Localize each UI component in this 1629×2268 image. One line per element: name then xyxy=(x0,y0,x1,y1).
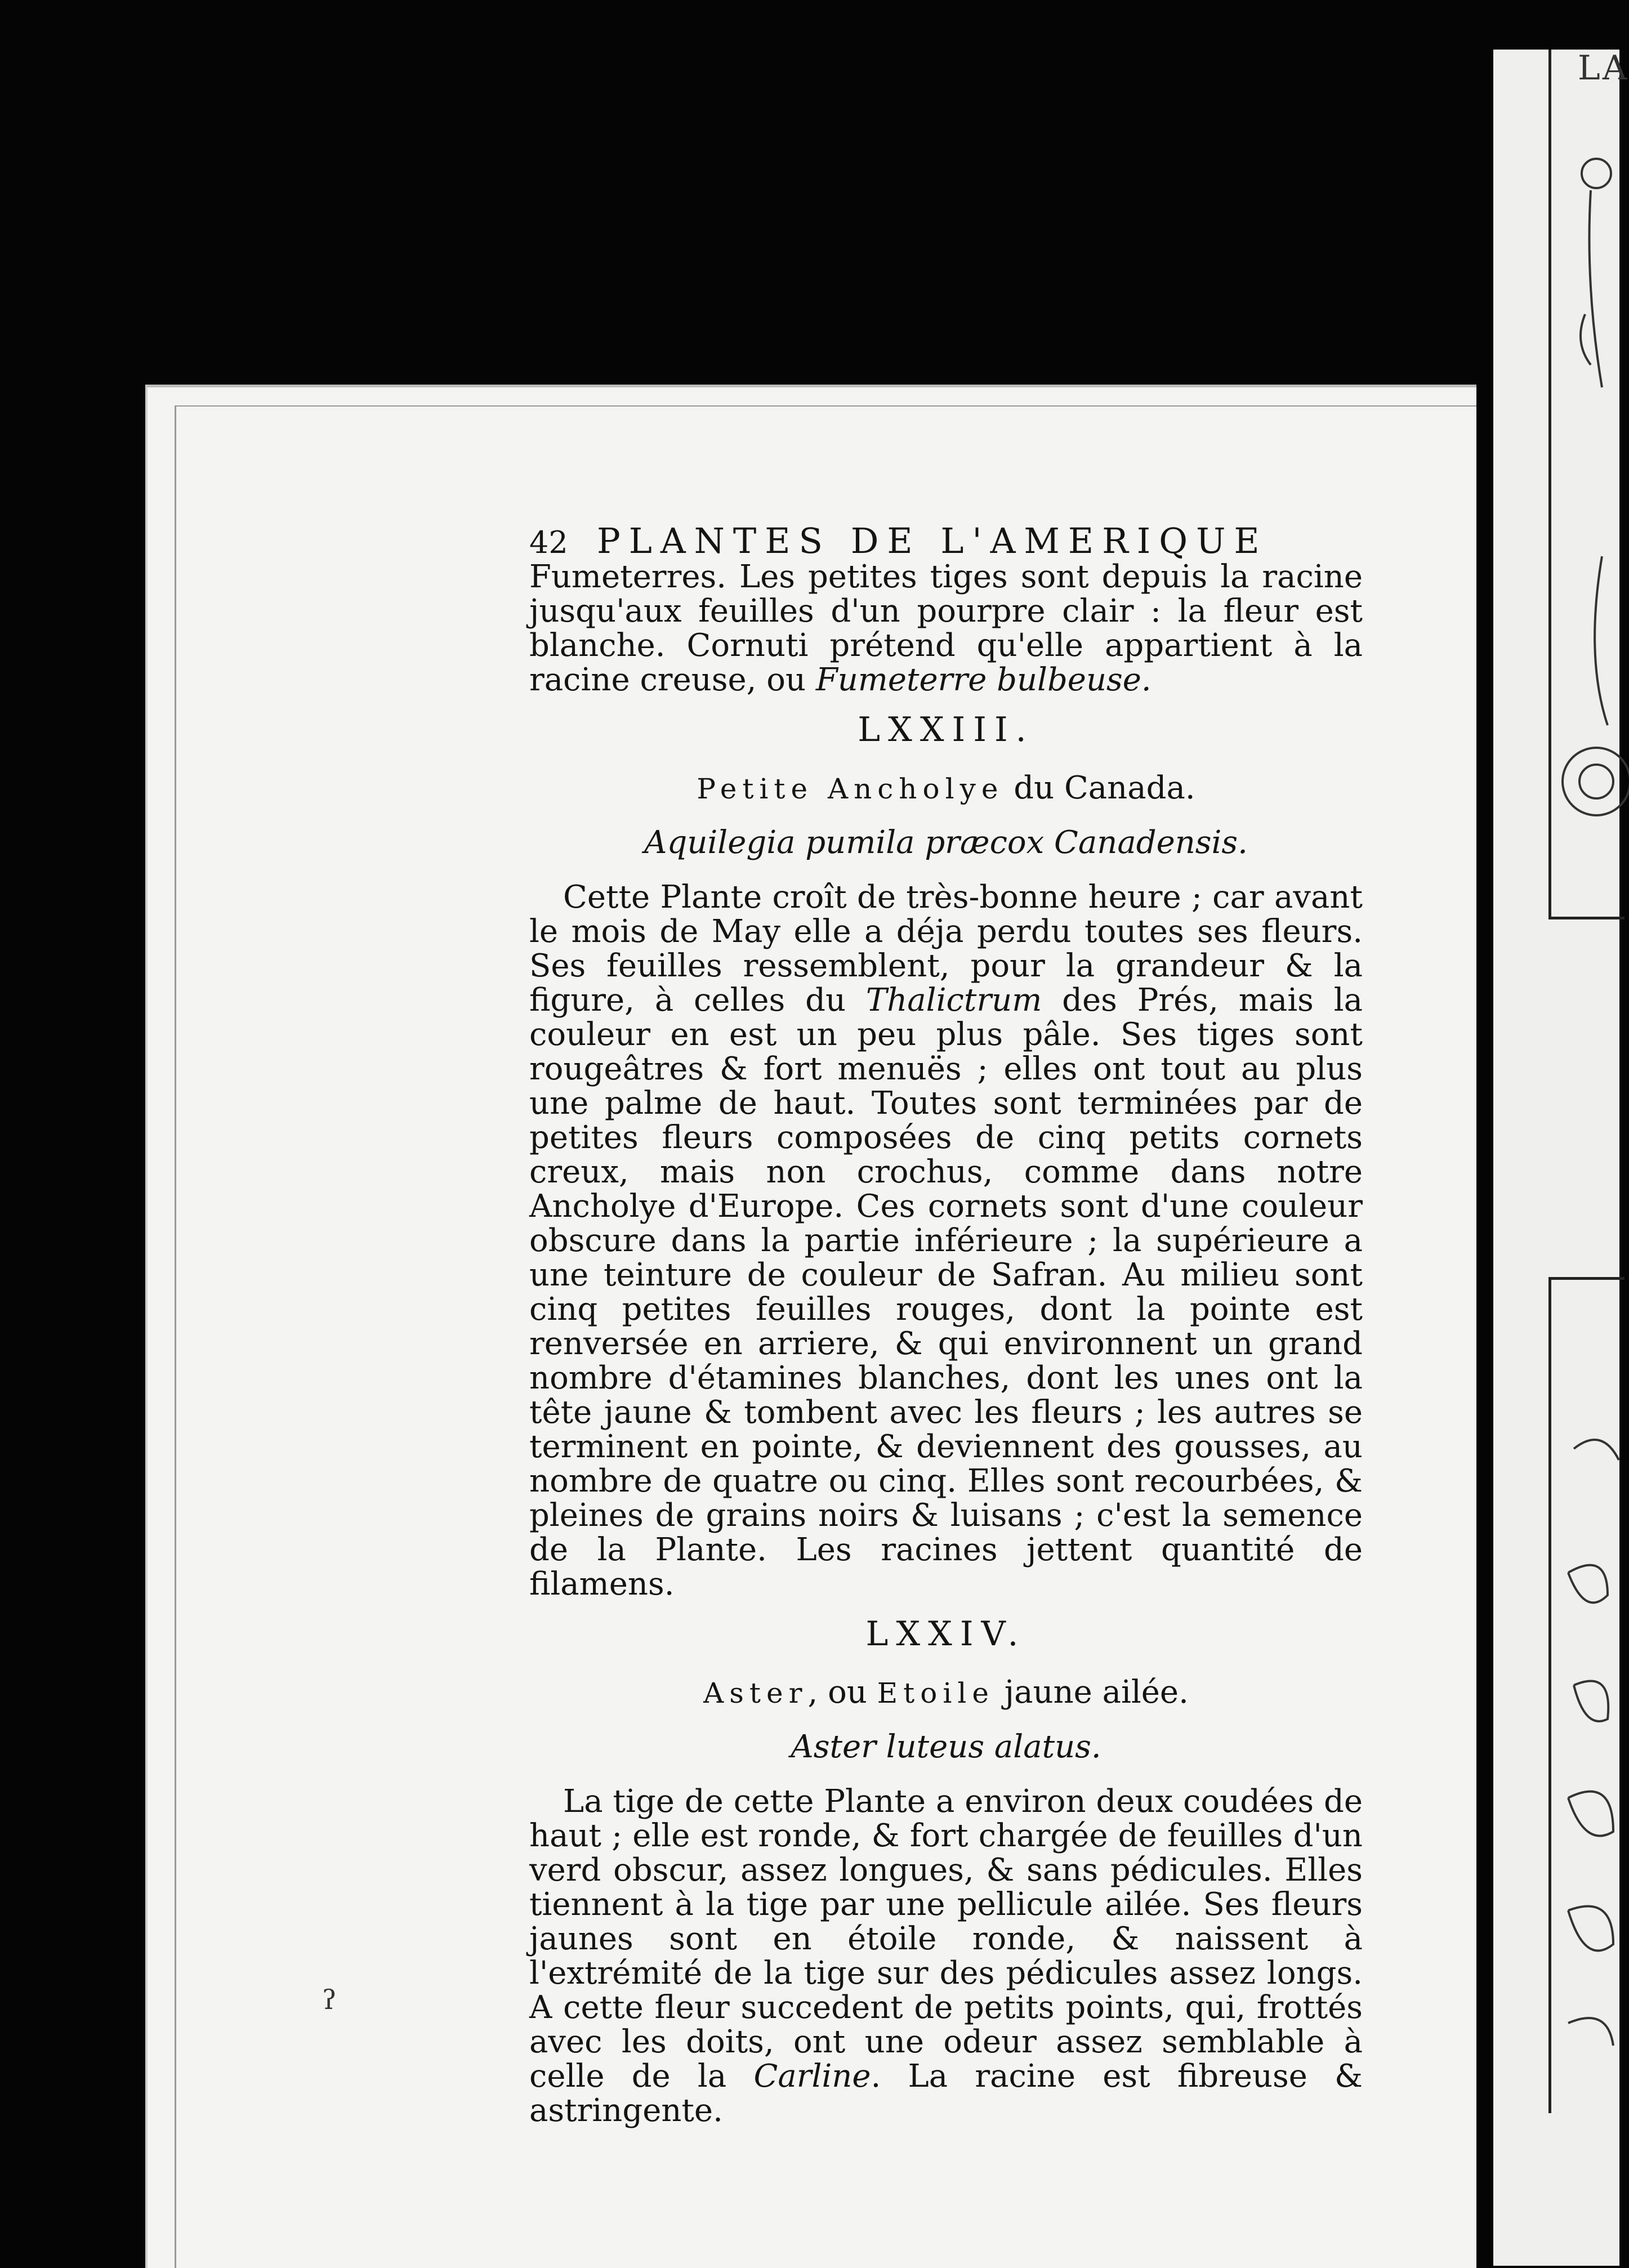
section-body xyxy=(529,880,1363,1601)
latin-name: Aster luteus alatus. xyxy=(791,1729,1101,1765)
title-small-caps: Petite Ancholye xyxy=(697,773,1004,805)
body-text: des Prés, mais la couleur en est un peu plus pâle. Ses tiges sont rougeâtres & fort menuës ; elles ont tout au plus une palme de haut. Toutes sont terminées par de petites fleurs composées de cinq petits cornets creux, mais non crochus, comme dans notre Ancholye d'Europe. Ces cornets sont d'une couleur obscure dans la partie inférieure ; la supérieure a une teinture de couleur de Safran. Au milieu sont cinq petites feuilles rouges, dont la pointe est renversée en arriere, & qui environnent un grand nombre d'étamines blanches, dont les unes ont la tête jaune & tombent avec les fleurs ; les autres se terminent en pointe, & deviennent des gousses, au nombre de quatre ou cinq. Elles sont recourbées, & pleines de grains noirs & luisans ; c'est la semence de la Plante. Les racines jettent quantité de filamens. xyxy=(529,982,1363,1602)
body-italic: Carline xyxy=(753,2058,871,2095)
section-title xyxy=(529,1675,1363,1711)
flower-illustration-icon xyxy=(1551,50,1624,917)
section-body xyxy=(529,1784,1363,2128)
body-text: . La racine est fibreuse & astringente. xyxy=(529,2058,1363,2129)
section-number: LXXIII. xyxy=(858,710,1034,749)
intro-italic: Fumeterre bulbeuse. xyxy=(815,662,1152,698)
body-text: La tige de cette Plante a environ deux coudées de haut ; elle est ronde, & fort chargée de feuilles d'un verd obscur, assez longues, & sans pédicules. Elles tiennent à la tige par une pellicule ailée. Ses fleurs jaunes sont en étoile ronde, & naissent à l'extrémité de la tige sur des pédicules assez longs. A cette fleur succedent de petits points, qui, frottés avec les doits, ont une odeur assez semblable à celle de la xyxy=(529,1783,1363,2095)
section-number: LXXIV. xyxy=(865,1614,1027,1654)
facing-page-illustration-frame-top xyxy=(1548,50,1624,919)
title-mid: , ou xyxy=(807,1674,877,1711)
latin-name: Aquilegia pumila præcox Canadensis. xyxy=(644,824,1248,861)
page-text xyxy=(529,520,1363,2129)
title-rest: du Canada. xyxy=(1003,770,1195,806)
facing-page-illustration-frame-bottom xyxy=(1548,1277,1624,2113)
body-text: Cette Plante croît de très-bonne heure ; car avant le mois de May elle a déja perdu toutes ses fleurs. Ses feuilles ressemblent, pour la grandeur & la figure, à celles du xyxy=(529,879,1363,1019)
leaf-illustration-icon xyxy=(1551,1280,1624,2113)
body-italic: Thalictrum xyxy=(865,982,1042,1019)
section-title xyxy=(529,771,1363,806)
running-title: PLANTES DE L'AMERIQUE xyxy=(597,520,1268,561)
ink-mark: ʔ xyxy=(322,1984,337,2016)
intro-text: Fumeterres. Les petites tiges sont depuis la racine jusqu'aux feuilles d'un pourpre clair : la fleur est blanche. Cornuti prétend qu'elle appartient à la racine creuse, ou xyxy=(529,559,1363,698)
title-rest: jaune ailée. xyxy=(994,1674,1189,1711)
running-head xyxy=(529,520,1363,561)
facing-page xyxy=(1493,48,1629,2266)
facing-page-heading: LA xyxy=(1578,48,1629,88)
title-small-caps: Etoile xyxy=(877,1677,994,1709)
intro-paragraph xyxy=(529,560,1363,697)
title-small-caps: Aster xyxy=(703,1677,808,1709)
page-number: 42 xyxy=(529,525,568,560)
